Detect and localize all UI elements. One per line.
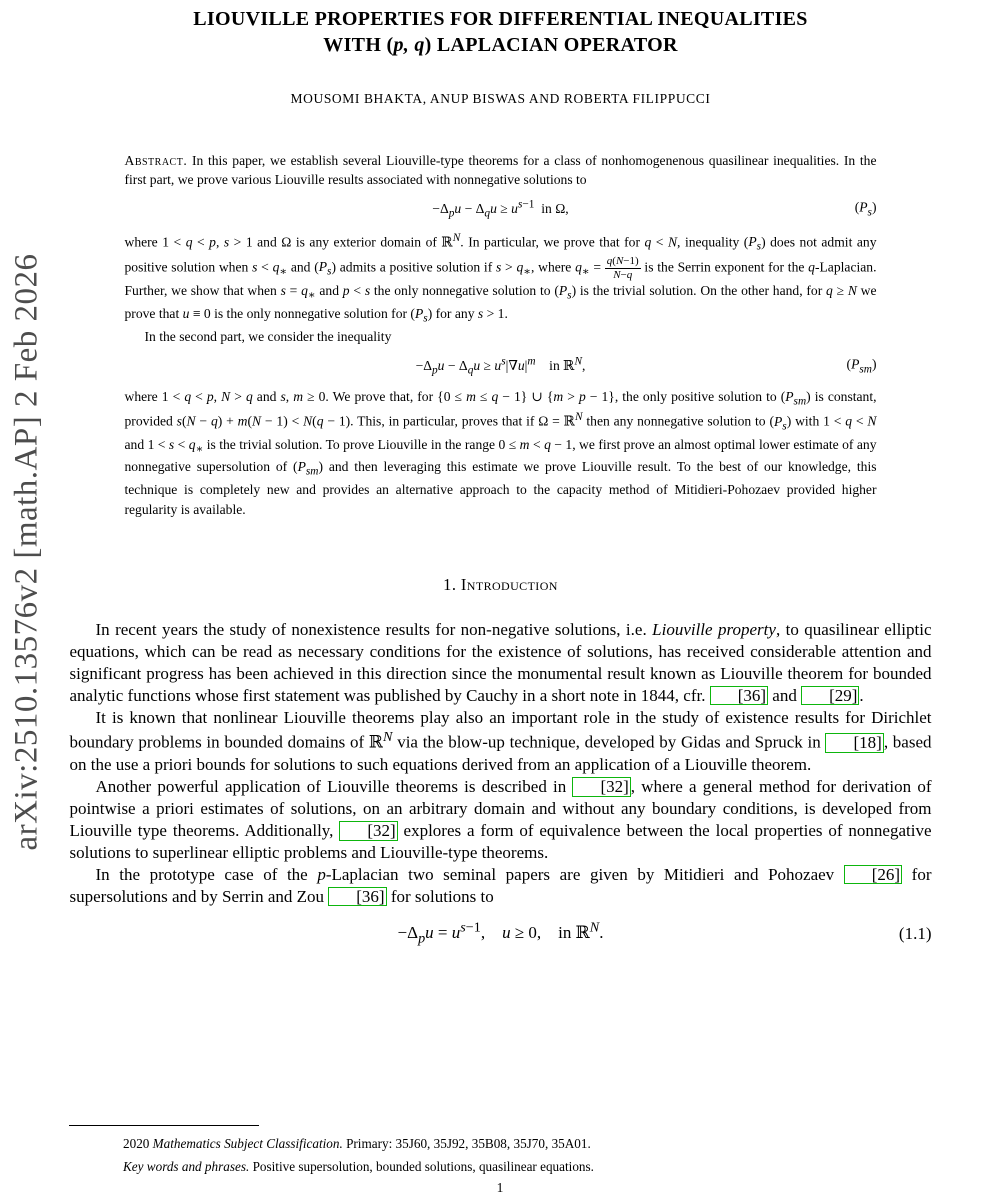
abstract-paragraph-1: In this paper, we establish several Liouville-type theorems for a class of nonhomogenenous quasilinear inequalities. In the first part, we prove various Liouville results associated with nonnegative solutions to xyxy=(124,152,877,188)
equation-body: $-\Delta_pu - \Delta_qu \ge u^{s-1}$ in Ω, xyxy=(432,198,569,220)
abstract xyxy=(125,151,877,519)
citation-link[interactable]: [18] xyxy=(825,733,883,753)
display-equation-psm xyxy=(125,353,877,378)
abstract-paragraph-3: In the second part, we consider the inequality xyxy=(144,328,392,344)
footnote-rule xyxy=(69,1125,259,1126)
intro-paragraph-3: Another powerful application of Liouville theorems is described in [32] , where a general method for derivation of pointwise a priori estimates of solutions, on an arbitrary domain and without any boundary conditions, is developed from Liouville type theorems. Additionally, [32] explores a form of equivalence between the local properties of nonnegative solutions to superlinear elliptic problems and Liouville-type theorems. xyxy=(69,776,932,862)
paper-page xyxy=(70,0,932,948)
paper-title xyxy=(70,6,932,59)
equation-tag: (1.1) xyxy=(898,923,932,943)
citation-link[interactable]: [26] xyxy=(844,865,902,885)
citation-link[interactable]: [32] xyxy=(572,777,630,797)
citation-link[interactable]: [32] xyxy=(339,821,397,841)
msc-footnote: 2020 Mathematics Subject Classification. Primary: 35J60, 35J92, 35B08, 35J70, 35A01. xyxy=(123,1135,591,1151)
citation-link[interactable]: [36] xyxy=(710,686,768,706)
section-heading-introduction xyxy=(70,575,932,595)
authors: MOUSOMI BHAKTA, ANUP BISWAS AND ROBERTA FILIPPUCCI xyxy=(290,90,711,106)
footnote-block xyxy=(69,1125,931,1196)
equation-tag: $(P_s)$ xyxy=(854,199,877,219)
title-line-2: WITH (p, q) LAPLACIAN OPERATOR xyxy=(323,34,678,57)
abstract-paragraph-4: where 1 < q < p, N > q and s, m ≥ 0. We prove that, for {0 ≤ m ≤ q − 1} ∪ {m > p − 1}, the only positive solution to $(P_{sm})$ is constant, provided s(N − q) + m(N − 1) < N(q − 1). This, in particular, proves that if Ω = ℝ$^N$ then any nonnegative solution to $(P_s)$ with 1 < q < N and $1 < s < q_∗$ is the trivial solution. To prove Liouville in the range 0 ≤ m < q − 1, we first prove an almost optimal lower estimate of any nonnegative supersolution of $(P_{sm})$ and then leveraging this estimate we prove Liouville result. To the best of our knowledge, this technique is completely new and provides an alternative approach to the capacity method of Mitidieri-Pohozaev provided higher regularity is available. xyxy=(124,388,877,517)
section-heading-text: 1. Introduction xyxy=(443,574,558,594)
intro-paragraph-1: In recent years the study of nonexistence results for non-negative solutions, i.e. Liouville property, to quasilinear elliptic equations, which can be read as necessary conditions for the existence of solutions, has received considerable attention and significant progress has been achieved in this direction since the monumental result known as Liouville theorem for bounded analytic functions whose first statement was published by Cauchy in a short note in 1844, cfr. [36] and [29] . xyxy=(69,619,932,705)
display-equation-1-1 xyxy=(70,919,932,947)
abstract-paragraph-2: where 1 < q < p, s > 1 and Ω is any exterior domain of ℝ$^N$. In particular, we prove that for q < N, inequality $(P_s)$ does not admit any positive solution when $s < q_∗$ and $(P_s)$ admits a positive solution if $s > q_∗$, where $q_∗$ = $\frac{q(N-1)}{N-q}$ is the Serrin exponent for the q-Laplacian. Further, we show that when $s = q_∗$ and p < s the only nonnegative solution to $(P_s)$ is the trivial solution. On the other hand, for q ≥ N we prove that u ≡ 0 is the only nonnegative solution for $(P_s)$ for any s > 1. xyxy=(124,231,877,325)
page-number: 1 xyxy=(496,1180,504,1195)
citation-link[interactable]: [36] xyxy=(328,887,386,907)
arxiv-stamp-link[interactable]: arXiv:2510.13576v2 [math.AP] 2 Feb 2026 xyxy=(8,253,45,851)
intro-paragraph-2: It is known that nonlinear Liouville theorems play also an important role in the study of existence results for Dirichlet boundary problems in bounded domains of ℝ$^N$ via the blow-up technique, developed by Gidas and Spruck in [18] , based on the use a priori bounds for solutions to such equations derived from an application of a Liouville theorem. xyxy=(69,707,932,775)
equation-tag: $(P_{sm})$ xyxy=(846,356,877,376)
intro-paragraph-4: In the prototype case of the p-Laplacian two seminal papers are given by Mitidieri and Pohozaev [26] for supersolutions and by Serrin and Zou [36] for solutions to xyxy=(69,864,932,906)
title-line-1: LIOUVILLE PROPERTIES FOR DIFFERENTIAL INEQUALITIES xyxy=(193,8,808,30)
abstract-label: Abstract. xyxy=(124,152,188,168)
keywords-footnote: Key words and phrases. Positive supersolution, bounded solutions, quasilinear equations. xyxy=(123,1158,594,1174)
citation-link[interactable]: [29] xyxy=(801,686,859,706)
equation-body: $-\Delta_pu = u^{s-1}$, u ≥ 0, in ℝ$^N$. xyxy=(397,919,604,947)
display-equation-ps xyxy=(125,196,877,221)
equation-body: $-\Delta_pu - \Delta_qu \ge u^s|\nabla u|^m$ in ℝ$^N$, xyxy=(415,355,586,377)
